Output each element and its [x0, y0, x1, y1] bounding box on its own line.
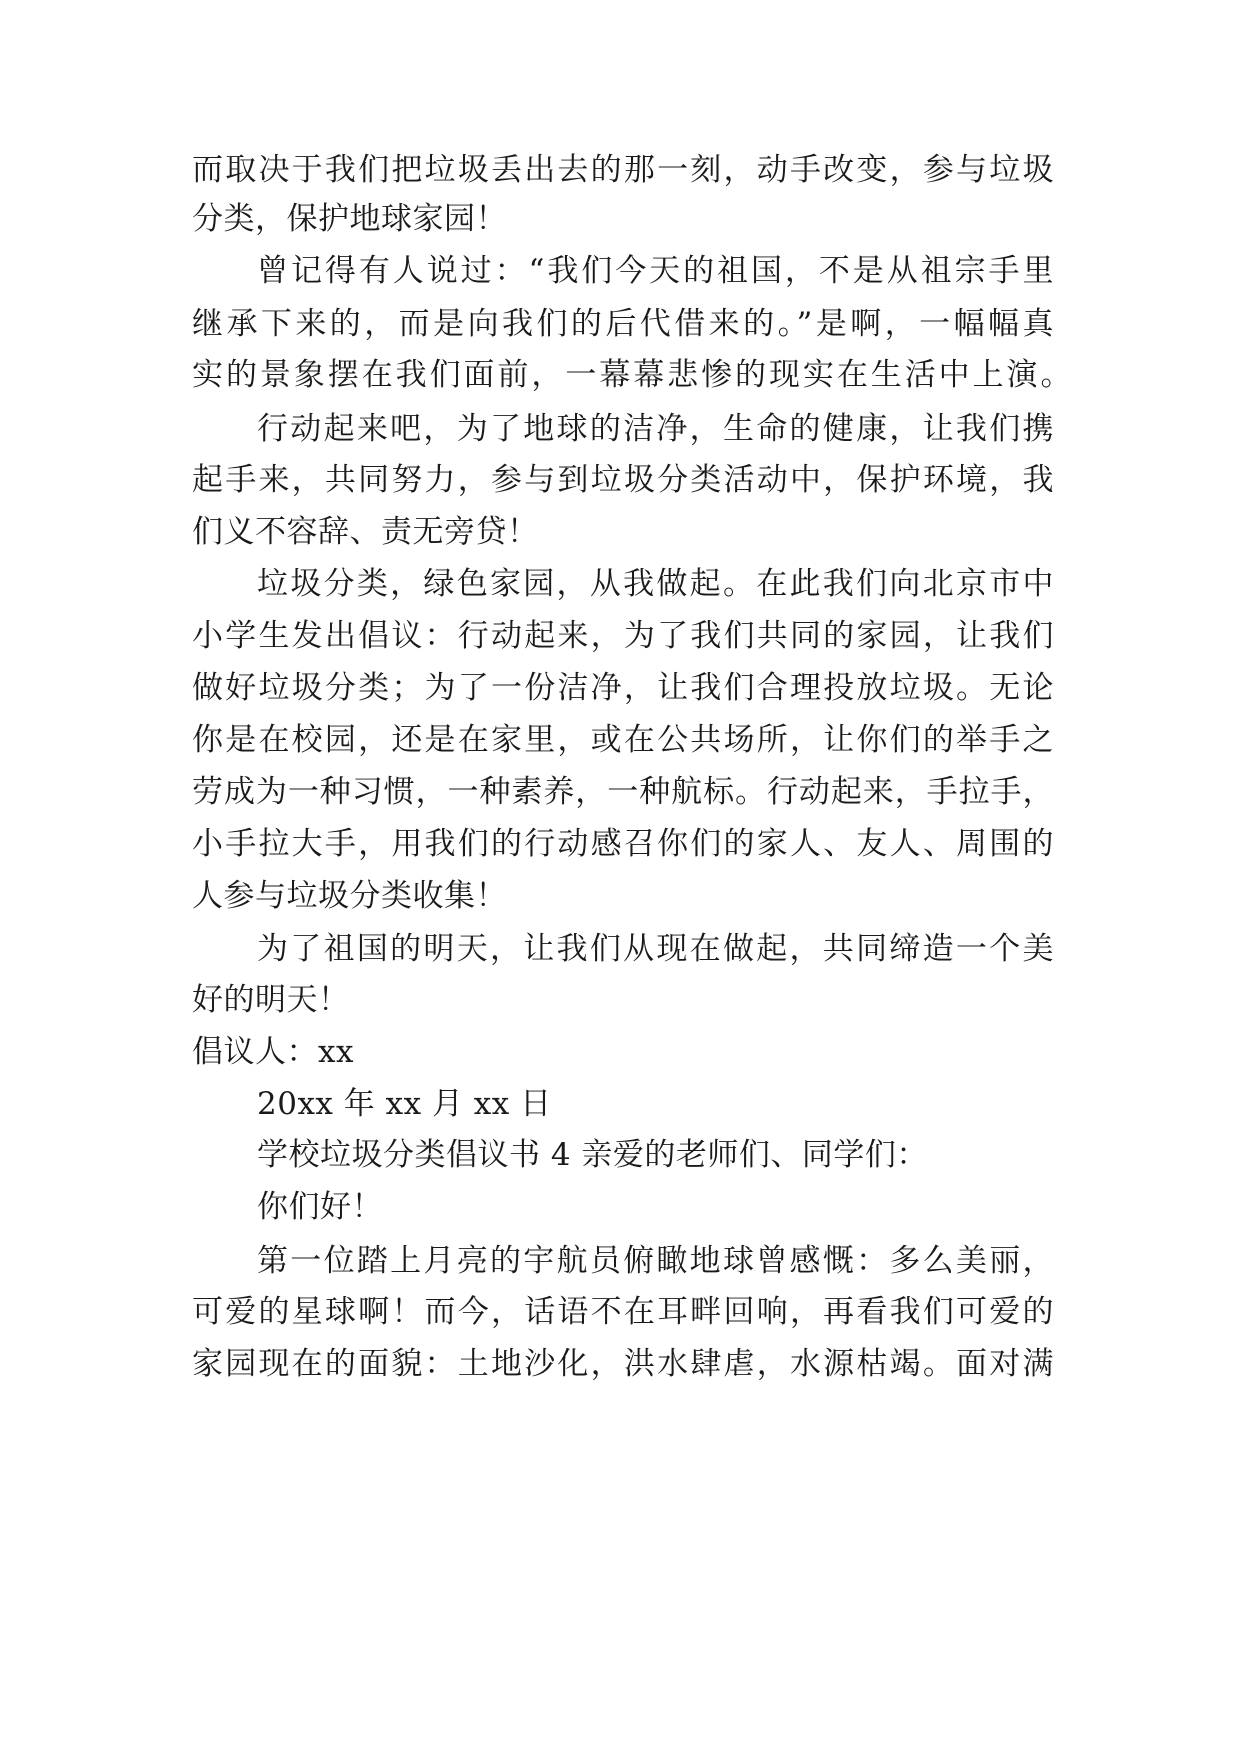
text-line-content: 为了祖国的明天，让我们从现在做起，共同缔造一个美: [257, 931, 1054, 967]
text-line: [0, 508, 1241, 556]
text-line-content: 行动起来吧，为了地球的洁净，生命的健康，让我们携: [257, 411, 1054, 447]
text-line-content: 分类，保护地球家园！: [192, 201, 507, 237]
text-line: [0, 716, 1241, 764]
text-line: [0, 1237, 1241, 1285]
text-line: [0, 1028, 1241, 1076]
text-line: [0, 872, 1241, 920]
text-line: [0, 146, 1241, 194]
text-line-content: 家园现在的面貌：土地沙化，洪水肆虐，水源枯竭。面对满: [192, 1346, 1054, 1382]
text-line: [0, 560, 1241, 608]
date-line: 20xx 年 xx 月 xx 日: [257, 1086, 552, 1122]
text-line-content: 实的景象摆在我们面前，一幕幕悲惨的现实在生活中上演。: [192, 357, 1072, 393]
text-line: [0, 1080, 1241, 1128]
text-line-content: 垃圾分类，绿色家园，从我做起。在此我们向北京市中: [257, 566, 1054, 602]
text-line-content: 继承下来的，而是向我们的后代借来的。”是啊，一幅幅真: [192, 306, 1054, 342]
text-line-content: 做好垃圾分类；为了一份洁净，让我们合理投放垃圾。无论: [192, 670, 1054, 706]
text-line-content: 小学生发出倡议：行动起来，为了我们共同的家园，让我们: [192, 618, 1054, 654]
document-heading-line: 学校垃圾分类倡议书 4 亲爱的老师们、同学们：: [257, 1137, 928, 1173]
text-line-content: 劳成为一种习惯，一种素养，一种航标。行动起来，手拉手，: [192, 774, 1054, 810]
text-line: [0, 195, 1241, 243]
text-line: [0, 1183, 1241, 1231]
text-line: [0, 456, 1241, 504]
text-line: [0, 247, 1241, 295]
text-line-content: 你是在校园，还是在家里，或在公共场所，让你们的举手之: [192, 722, 1054, 758]
text-line-content: 小手拉大手，用我们的行动感召你们的家人、友人、周围的: [192, 826, 1054, 862]
text-line-content: 人参与垃圾分类收集！: [192, 878, 507, 914]
text-line-content: 们义不容辞、责无旁贷！: [192, 514, 539, 550]
signatory-line: 倡议人：xx: [192, 1034, 354, 1070]
text-line: [0, 768, 1241, 816]
text-line: [0, 405, 1241, 453]
text-line: [0, 1340, 1241, 1388]
text-line-content: 可爱的星球啊！而今，话语不在耳畔回响，再看我们可爱的: [192, 1294, 1054, 1330]
text-line: [0, 351, 1241, 399]
greeting-line: 你们好！: [257, 1189, 383, 1225]
text-line: [0, 820, 1241, 868]
text-line: [0, 1131, 1241, 1179]
text-line: [0, 925, 1241, 973]
text-line: [0, 664, 1241, 712]
text-line-content: 而取决于我们把垃圾丢出去的那一刻，动手改变，参与垃圾: [192, 152, 1054, 188]
text-line-content: 好的明天！: [192, 982, 350, 1018]
text-line-content: 曾记得有人说过：“我们今天的祖国，不是从祖宗手里: [257, 253, 1054, 289]
text-line-content: 第一位踏上月亮的宇航员俯瞰地球曾感慨：多么美丽，: [257, 1243, 1054, 1279]
text-line: [0, 612, 1241, 660]
text-line: [0, 300, 1241, 348]
text-line-content: 起手来，共同努力，参与到垃圾分类活动中，保护环境，我: [192, 462, 1054, 498]
text-line: [0, 1288, 1241, 1336]
text-line: [0, 976, 1241, 1024]
